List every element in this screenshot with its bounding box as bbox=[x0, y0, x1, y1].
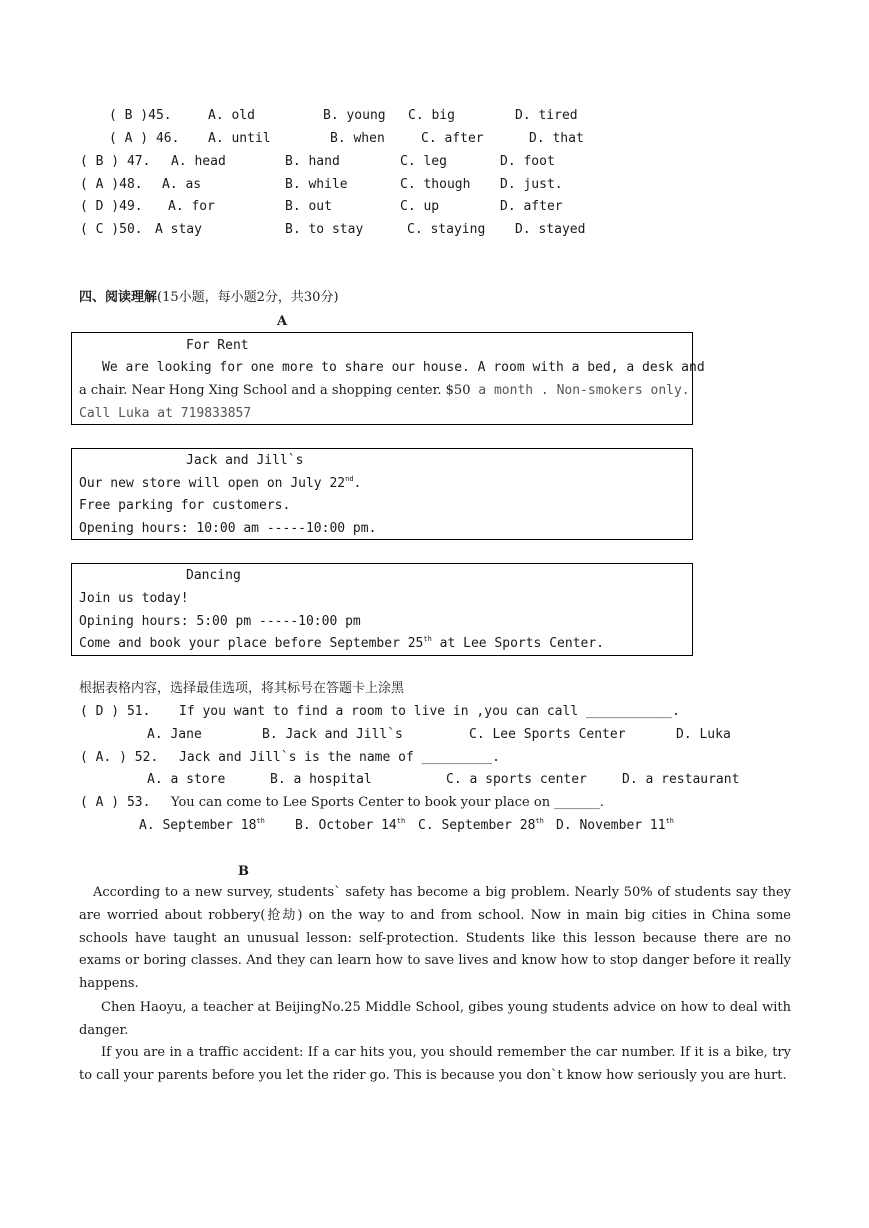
passage-b-paragraph-2: Chen Haoyu, a teacher at BeijingNo.25 Middle School, gibes young students advice on how to deal with danger. bbox=[79, 1000, 791, 1038]
ad-line-part: at Lee Sports Center. bbox=[431, 636, 604, 651]
section-heading bbox=[79, 289, 339, 307]
ad-hours: Opining hours: 5:00 pm -----10:00 pm bbox=[79, 614, 361, 629]
option-a bbox=[139, 817, 265, 835]
option-d: D. foot bbox=[500, 154, 555, 169]
option-text: D. November 11 bbox=[556, 818, 666, 833]
ordinal-suffix: th bbox=[535, 817, 544, 825]
option-a: A stay bbox=[155, 222, 202, 237]
section-title: 四、阅读理解 bbox=[79, 290, 158, 305]
option-c: C. a sports center bbox=[446, 772, 587, 787]
question-stem: You can come to Lee Sports Center to book your place on _______. bbox=[171, 795, 604, 810]
option-c bbox=[418, 817, 544, 835]
ad-line-part: . bbox=[353, 476, 362, 491]
option-a: A. Jane bbox=[147, 727, 202, 742]
ad-line bbox=[79, 635, 604, 653]
option-d bbox=[556, 817, 674, 835]
answer-label: ( A. ) 52. bbox=[80, 750, 159, 765]
answer-label: ( A ) 46. bbox=[109, 131, 180, 146]
ad-dancing bbox=[71, 563, 693, 656]
ordinal-suffix: th bbox=[396, 817, 406, 825]
ad-line bbox=[79, 382, 690, 400]
answer-label: ( D ) 51. bbox=[80, 704, 151, 719]
option-c: C. Lee Sports Center bbox=[469, 727, 626, 742]
option-b: B. to stay bbox=[285, 222, 364, 237]
answer-label: ( B ) 47. bbox=[80, 154, 151, 169]
option-a: A. until bbox=[208, 131, 271, 146]
option-b bbox=[295, 817, 405, 835]
answer-label: ( C )50. bbox=[80, 222, 143, 237]
option-a: A. old bbox=[208, 108, 255, 123]
question-stem: Jack and Jill`s is the name of _________. bbox=[179, 750, 500, 765]
option-d: D. that bbox=[529, 131, 584, 146]
option-b: B. when bbox=[330, 131, 385, 146]
ad-title: Dancing bbox=[186, 568, 241, 583]
ad-for-rent bbox=[71, 332, 705, 425]
option-b: B. a hospital bbox=[270, 772, 372, 787]
section-note: (15小题，每小题2分，共30分) bbox=[157, 290, 339, 305]
option-c: C. after bbox=[421, 131, 484, 146]
option-text: B. October 14 bbox=[295, 818, 397, 833]
ad-title: For Rent bbox=[186, 338, 249, 353]
instruction: 根据表格内容，选择最佳选项，将其标号在答题卡上涂黑 bbox=[79, 681, 405, 696]
answer-label: ( A )48. bbox=[80, 177, 143, 192]
ad-line bbox=[79, 475, 361, 493]
ad-line: We are looking for one more to share our house. A room with a bed, a desk and bbox=[102, 360, 705, 375]
option-c: C. big bbox=[408, 108, 455, 123]
ad-line-part: a chair. Near Hong Xing School and a shopping center. $50 bbox=[79, 383, 471, 398]
option-d: D. a restaurant bbox=[622, 772, 740, 787]
ad-store bbox=[71, 448, 693, 540]
ad-line-part: a month . Non-smokers only. bbox=[470, 383, 690, 398]
option-text: C. September 28 bbox=[418, 818, 536, 833]
question-stem: If you want to find a room to live in ,you can call ___________. bbox=[179, 704, 680, 719]
option-d: D. Luka bbox=[676, 727, 731, 742]
ordinal-suffix: th bbox=[665, 817, 675, 825]
option-a: A. a store bbox=[147, 772, 226, 787]
ad-title: Jack and Jill`s bbox=[186, 453, 304, 468]
ordinal-suffix: th bbox=[423, 635, 432, 643]
ad-line: Join us today! bbox=[79, 591, 189, 606]
option-c: C. leg bbox=[400, 154, 447, 169]
passage-b-paragraph-3: If you are in a traffic accident: If a car hits you, you should remember the car number. If it is a bike, try to call your parents before you let the rider go. This is because you don`t know how seriously you are hurt. bbox=[79, 1045, 791, 1083]
passage-b-paragraph-1: According to a new survey, students` safety has become a big problem. Nearly 50% of students say they are worried about robbery(抢劫) on the way to and from school. Now in main big cities in China some schools have taught an unusual lesson: self-protection. Students like this lesson because there are no exams or boring classes. And they can learn how to save lives and know how to stop danger before it really happens. bbox=[79, 885, 791, 992]
passage-b-label: B bbox=[238, 864, 249, 879]
option-d: D. after bbox=[500, 199, 563, 214]
ordinal-suffix: th bbox=[256, 817, 265, 825]
option-b: B. hand bbox=[285, 154, 340, 169]
ad-line-part: Come and book your place before September 25 bbox=[79, 636, 424, 651]
ad-line-part: Our new store will open on July 22 bbox=[79, 476, 346, 491]
ad-hours: Opening hours: 10:00 am -----10:00 pm. bbox=[79, 521, 377, 536]
answer-label: ( A ) 53. bbox=[80, 795, 151, 810]
ad-line: Free parking for customers. bbox=[79, 498, 291, 513]
answer-label: ( B )45. bbox=[109, 108, 172, 123]
option-b: B. out bbox=[285, 199, 332, 214]
option-d: D. tired bbox=[515, 108, 578, 123]
option-a: A. head bbox=[171, 154, 226, 169]
option-d: D. stayed bbox=[515, 222, 586, 237]
passage-a-label: A bbox=[277, 314, 288, 329]
option-d: D. just. bbox=[500, 177, 563, 192]
option-c: C. staying bbox=[407, 222, 486, 237]
answer-label: ( D )49. bbox=[80, 199, 143, 214]
ad-phone: Call Luka at 719833857 bbox=[79, 406, 252, 421]
option-a: A. as bbox=[162, 177, 202, 192]
option-b: B. Jack and Jill`s bbox=[262, 727, 403, 742]
option-c: C. though bbox=[400, 177, 471, 192]
option-b: B. while bbox=[285, 177, 348, 192]
option-b: B. young bbox=[323, 108, 386, 123]
ordinal-suffix: nd bbox=[345, 475, 354, 483]
option-a: A. for bbox=[168, 199, 215, 214]
option-text: A. September 18 bbox=[139, 818, 257, 833]
option-c: C. up bbox=[400, 199, 440, 214]
